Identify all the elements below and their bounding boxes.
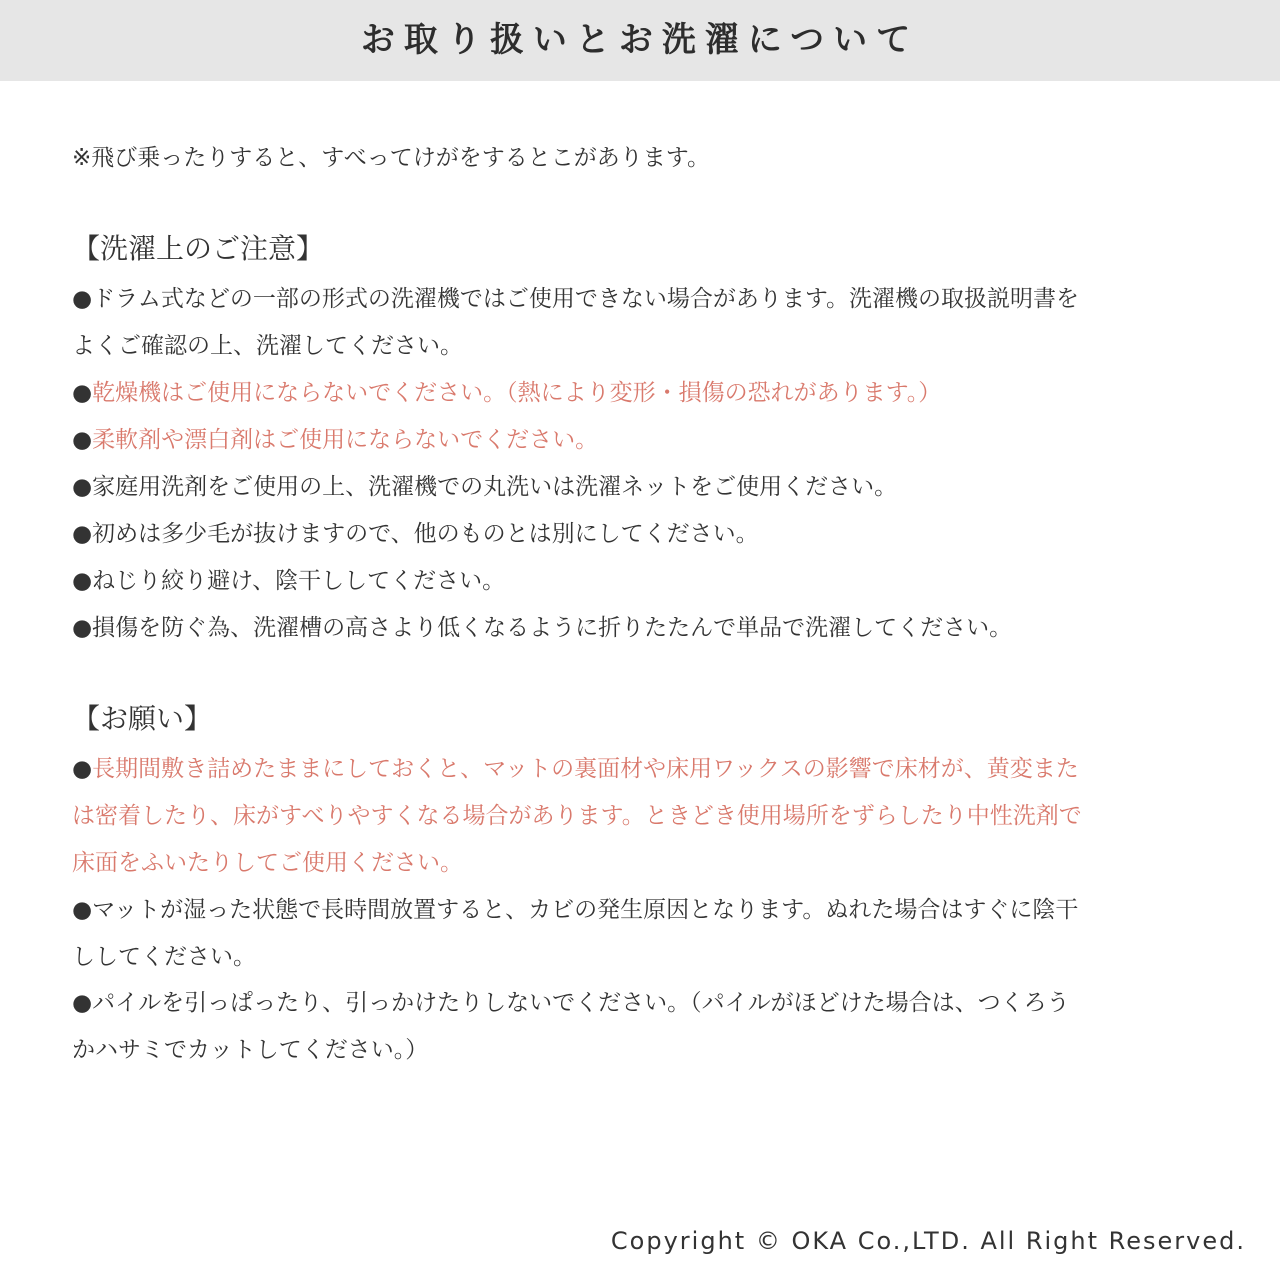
washing-item-2	[72, 378, 941, 408]
request-item-2-line-1	[72, 895, 1078, 925]
washing-item-4-text: 家庭用洗剤をご使用の上、洗濯機での丸洗いは洗濯ネットをご使用ください。	[92, 474, 898, 500]
washing-item-7-text: 損傷を防ぐ為、洗濯槽の高さより低くなるように折りたたんで単品で洗濯してください。	[92, 615, 1013, 641]
bullet-icon: ●	[72, 615, 93, 641]
copyright-text: Copyright © OKA Co.,LTD. All Right Reserved.	[610, 1227, 1246, 1255]
bullet-icon: ●	[72, 568, 93, 594]
bullet-icon: ●	[72, 756, 93, 782]
washing-item-6-text: ねじり絞り避け、陰干ししてください。	[92, 568, 506, 594]
washing-item-6	[72, 566, 505, 596]
washing-item-1-text: ドラム式などの一部の形式の洗濯機ではご使用できない場合があります。洗濯機の取扱説明書を	[92, 286, 1080, 312]
washing-item-3	[72, 425, 598, 455]
washing-item-1-line-1	[72, 284, 1079, 314]
washing-item-3-text: 柔軟剤や漂白剤はご使用にならないでください。	[92, 427, 599, 453]
request-item-1-text: 長期間敷き詰めたままにしておくと、マットの裏面材や床用ワックスの影響で床材が、黄変また	[92, 756, 1079, 782]
request-item-1-line-3: 床面をふいたりしてご使用ください。	[72, 850, 463, 876]
bullet-icon: ●	[72, 286, 93, 312]
request-item-2-text: マットが湿った状態で長時間放置すると、カビの発生原因となります。ぬれた場合はすぐに陰干	[92, 897, 1079, 923]
washing-item-1-line-2: よくご確認の上、洗濯してください。	[72, 333, 463, 359]
request-item-3-text: パイルを引っぱったり、引っかけたりしないでください。（パイルがほどけた場合は、つくろう	[92, 990, 1070, 1016]
washing-item-7	[72, 613, 1012, 643]
bullet-icon: ●	[72, 474, 93, 500]
request-item-2-line-2: ししてください。	[72, 944, 256, 970]
request-heading: 【お願い】	[72, 702, 213, 735]
request-item-1-line-1	[72, 754, 1079, 784]
washing-item-2-text: 乾燥機はご使用にならないでください。（熱により変形・損傷の恐れがあります。）	[92, 380, 942, 406]
washing-item-4	[72, 472, 897, 502]
bullet-icon: ●	[72, 427, 93, 453]
page-title: お取り扱いとお洗濯について	[360, 20, 920, 60]
note-text: ※飛び乗ったりすると、すべってけがをするとこがあります。	[72, 145, 710, 171]
request-item-3-line-1	[72, 988, 1070, 1018]
bullet-icon: ●	[72, 380, 93, 406]
washing-item-5	[72, 519, 759, 549]
request-item-1-line-2: は密着したり、床がすべりやすくなる場合があります。ときどき使用場所をずらしたり中性洗剤で	[72, 803, 1082, 829]
bullet-icon: ●	[72, 990, 93, 1016]
bullet-icon: ●	[72, 521, 93, 547]
washing-heading: 【洗濯上のご注意】	[72, 232, 325, 265]
bullet-icon: ●	[72, 897, 93, 923]
request-item-3-line-2: かハサミでカットしてください。）	[72, 1037, 429, 1063]
washing-item-5-text: 初めは多少毛が抜けますので、他のものとは別にしてください。	[92, 521, 759, 547]
